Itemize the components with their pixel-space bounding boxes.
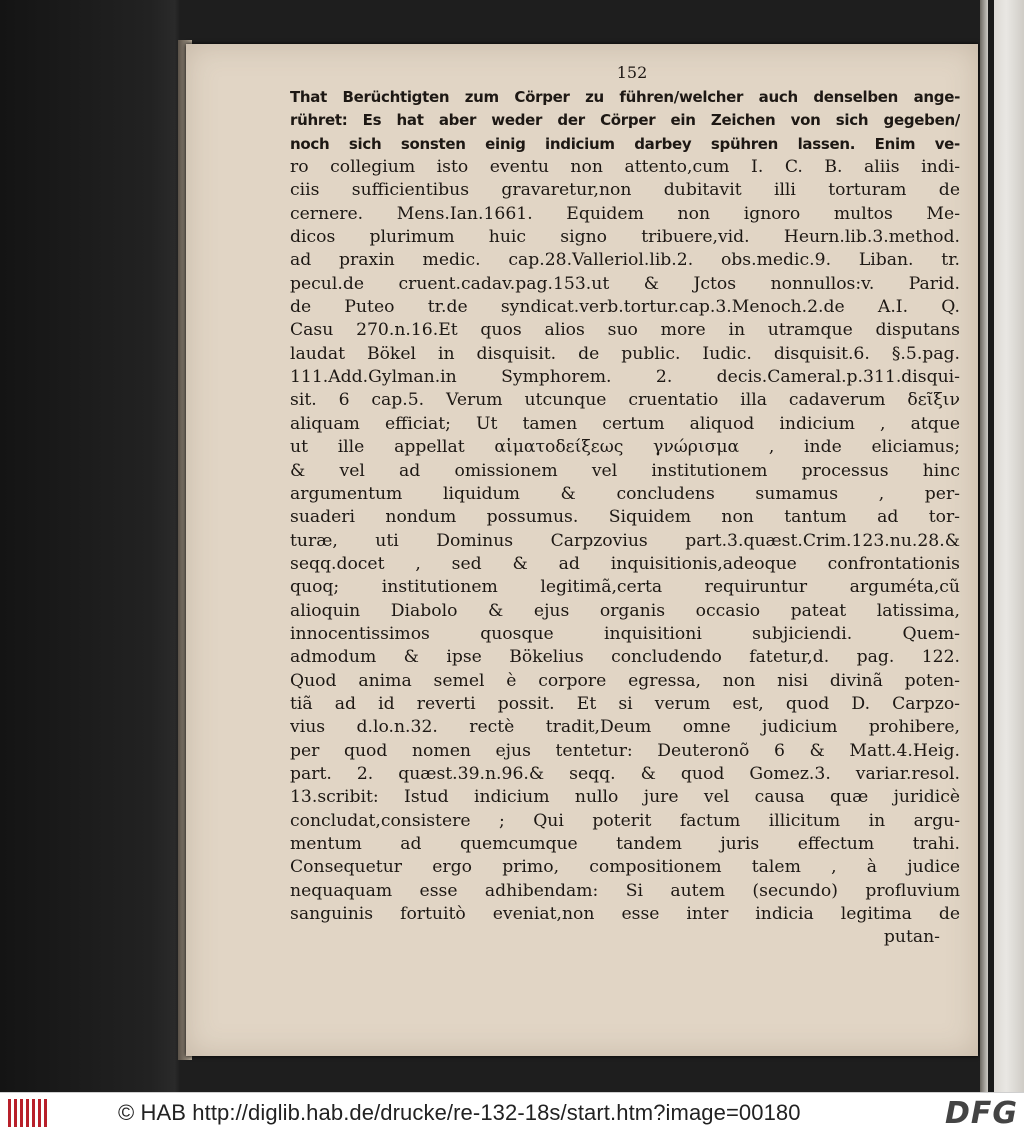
text-line: Quod anima semel è corpore egressa, non nisi divinã poten- [290, 670, 960, 691]
hab-logo-icon[interactable] [8, 1099, 48, 1127]
text-line: part. 2. quæst.39.n.96.& seqq. & quod Gomez.3. variar.resol. [290, 763, 960, 784]
text-line: pecul.de cruent.cadav.pag.153.ut & Jctos nonnullos:v. Parid. [290, 273, 960, 294]
footer-bar [0, 1092, 1024, 1133]
text-line: concludat,consistere ; Qui poterit factum illicitum in argu- [290, 810, 960, 831]
text-line: mentum ad quemcumque tandem juris effectum trahi. [290, 834, 960, 854]
text-line: dicos plurimum huic signo tribuere,vid. Heurn.lib.3.method. [290, 227, 960, 248]
text-line: per quod nomen ejus tentetur: Deuteronõ 6 & Matt.4.Heig. [290, 740, 960, 761]
text-line: nequaquam esse adhibendam: Si autem (secundo) profluvium [290, 880, 960, 901]
text-line: 111.Add.Gylman.in Symphorem. 2. decis.Cameral.p.311.disqui- [290, 367, 960, 388]
text-line: argumentum liquidum & concludens sumamus , per- [290, 483, 960, 504]
text-line: ad praxin medic. cap.28.Valleriol.lib.2. obs.medic.9. Liban. tr. [290, 250, 960, 271]
text-line: Casu 270.n.16.Et quos alios suo more in utramque disputans [290, 320, 960, 341]
text-line: innocentissimos quosque inquisitioni subjiciendi. Quem- [290, 623, 960, 644]
text-line: sanguinis fortuitò eveniat,non esse inter indicia legitima de [290, 904, 960, 925]
text-line: tiã ad id reverti possit. Et si verum est, quod D. Carpzo- [290, 693, 960, 714]
text-line: noch sich sonsten einig indicium darbey spühren lassen. Enim ve- [290, 134, 960, 153]
text-line: ut ille appellat αἱματοδείξεως γνώρισμα , inde eliciamus; [290, 437, 960, 458]
text-line: turæ, uti Dominus Carpzovius part.3.quæst.Crim.123.nu.28.& [290, 530, 960, 551]
text-line: cernere. Mens.Ian.1661. Equidem non ignoro multos Me- [290, 203, 960, 224]
catchword: putan- [883, 927, 940, 948]
text-line: sit. 6 cap.5. Verum utcunque cruentatio illa cadaverum δεῖξιν [290, 390, 960, 411]
page-text-block [290, 62, 960, 950]
text-line: laudat Bökel in disquisit. de public. Iudic. disquisit.6. §.5.pag. [290, 343, 960, 364]
text-line: quoq; institutionem legitimã,certa requiruntur arguméta,cũ [290, 577, 960, 598]
dfg-logo[interactable]: DFG [944, 1096, 1018, 1131]
next-page-edge [980, 0, 1024, 1092]
text-line: aliquam efficiat; Ut tamen certum aliquod indicium , atque [290, 413, 960, 434]
text-line: admodum & ipse Bökelius concludendo fatetur,d. pag. 122. [290, 647, 960, 668]
text-line: That Berüchtigten zum Cörper zu führen/welcher auch denselben ange- [290, 88, 960, 106]
text-line: 13.scribit: Istud indicium nullo jure vel causa quæ juridicè [290, 787, 960, 808]
text-line: & vel ad omissionem vel institutionem processus hinc [290, 460, 960, 481]
text-lines [290, 86, 960, 926]
text-line: seqq.docet , sed & ad inquisitionis,adeoque confrontationis [290, 553, 960, 574]
text-line: Consequetur ergo primo, compositionem talem , à judice [290, 857, 960, 878]
text-line: ro collegium isto eventu non attento,cum I. C. B. aliis indi- [290, 157, 960, 178]
text-line: suaderi nondum possumus. Siquidem non tantum ad tor- [290, 507, 960, 528]
text-line: de Puteo tr.de syndicat.verb.tortur.cap.3.Menoch.2.de A.I. Q. [290, 297, 960, 318]
text-line: alioquin Diabolo & ejus organis occasio pateat latissima, [290, 600, 960, 621]
text-line: ciis sufficientibus gravaretur,non dubitavit illi torturam de [290, 180, 960, 201]
text-line: rühret: Es hat aber weder der Cörper ein Zeichen von sich gegeben/ [290, 111, 960, 130]
text-line: vius d.lo.n.32. rectè tradit,Deum omne judicium prohibere, [290, 717, 960, 738]
page-number: 152 [616, 63, 648, 82]
copyright-link[interactable]: © HAB http://diglib.hab.de/drucke/re-132-18s/start.htm?image=00180 [118, 1100, 801, 1125]
book-spine [988, 0, 994, 1092]
